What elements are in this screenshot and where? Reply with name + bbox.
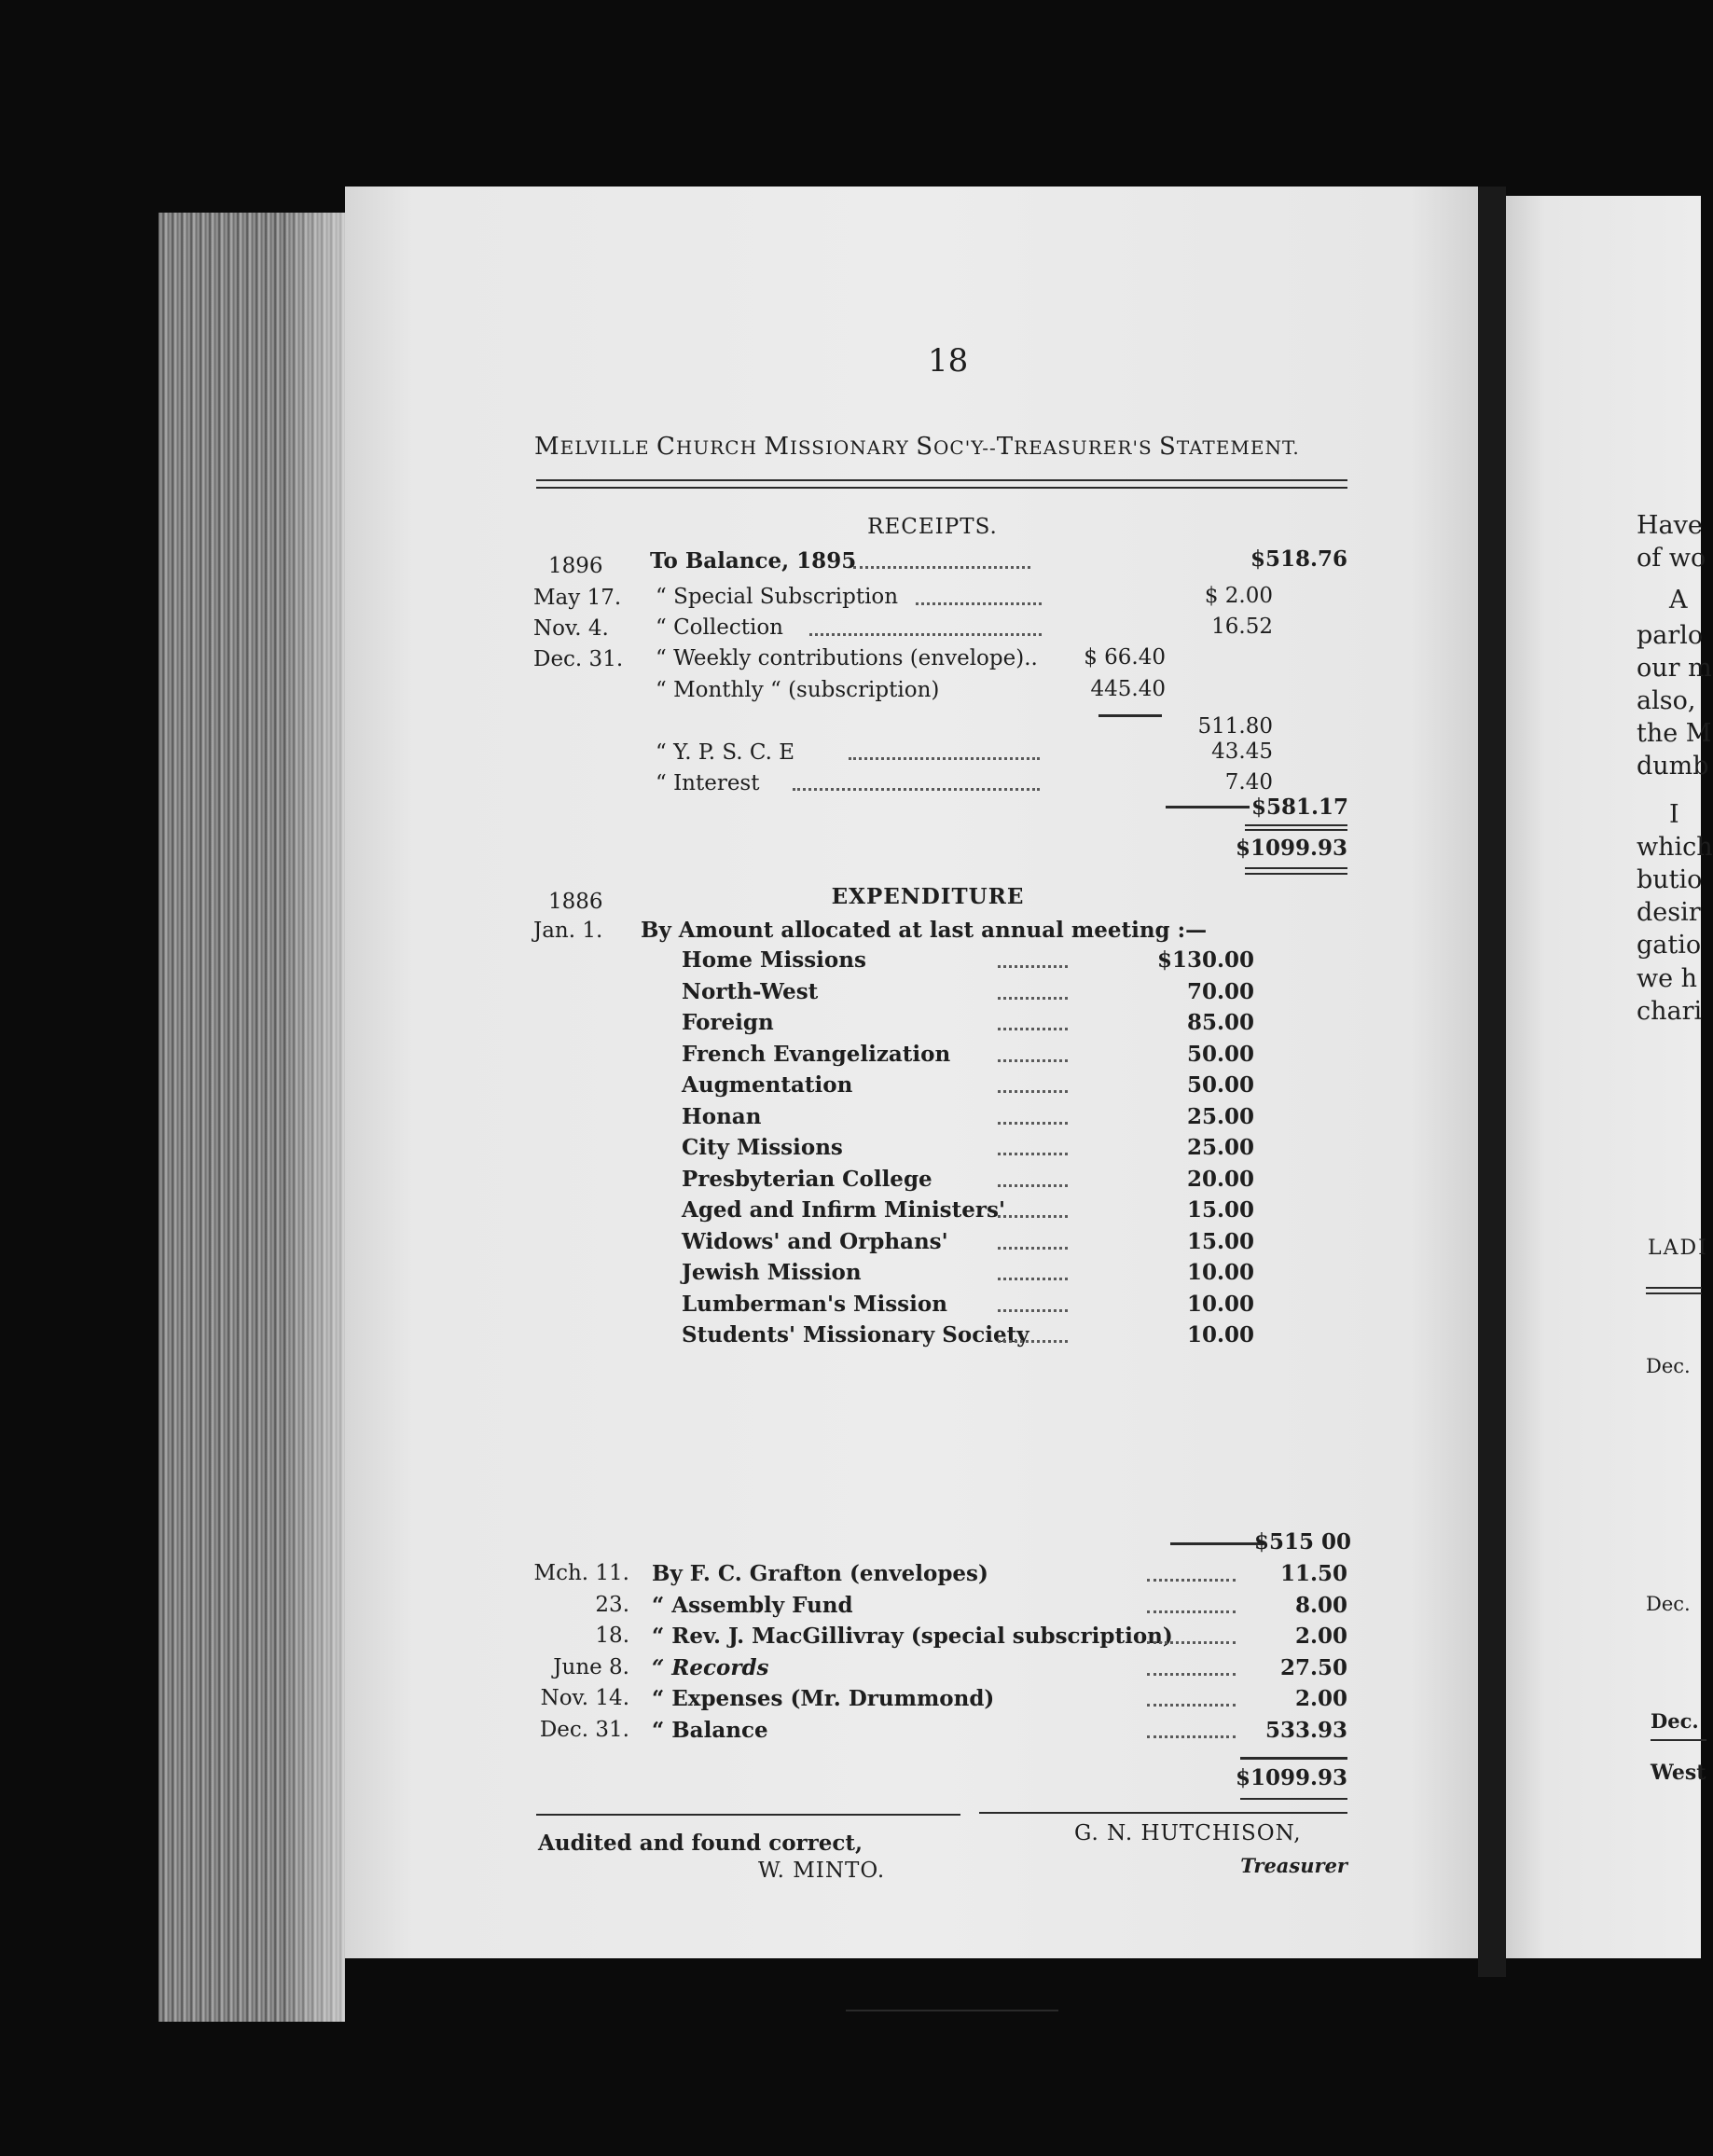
- right-page-line: we h: [1637, 964, 1698, 993]
- right-page-line: A: [1669, 586, 1688, 615]
- right-page-line: our m: [1637, 654, 1712, 683]
- allocation-amount: 85.00: [1186, 1010, 1254, 1035]
- right-page-line: also,: [1637, 686, 1696, 715]
- allocation-name: Students' Missionary Society: [682, 1322, 1029, 1348]
- right-page-date: Dec.: [1646, 1355, 1691, 1377]
- allocation-name: City Missions: [682, 1135, 843, 1160]
- allocation-amount: 25.00: [1186, 1135, 1254, 1160]
- expenditure-text: By F. C. Grafton (envelopes): [652, 1561, 988, 1586]
- right-page-line: which: [1637, 833, 1713, 862]
- audit-statement: Audited and found correct,: [538, 1831, 863, 1856]
- dot-leader: [998, 1340, 1068, 1343]
- dot-leader: [1147, 1673, 1236, 1676]
- allocations-total: $515 00: [1254, 1529, 1352, 1555]
- treasurer-title: Treasurer: [1240, 1854, 1347, 1877]
- right-page-line: the M: [1637, 719, 1712, 748]
- closing-rule: [846, 2010, 1058, 2011]
- allocation-amount: 10.00: [1186, 1291, 1254, 1317]
- book-gutter: [1478, 187, 1506, 1977]
- title-rule-top: [536, 479, 1347, 481]
- expenditure-double-rule: [1240, 1798, 1347, 1800]
- allocation-amount: 10.00: [1186, 1322, 1254, 1348]
- allocation-amount: 15.00: [1186, 1228, 1254, 1254]
- dot-leader: [998, 1247, 1068, 1250]
- dot-leader: [998, 1215, 1068, 1218]
- expenditure-amount: 8.00: [1294, 1592, 1347, 1618]
- allocation-amount: 50.00: [1186, 1041, 1254, 1067]
- right-page-line: Have: [1637, 511, 1703, 540]
- expenditure-amount: 533.93: [1264, 1717, 1347, 1743]
- expenditure-date: Mch. 11.: [533, 1561, 629, 1585]
- page-number: 18: [928, 342, 969, 380]
- right-page-line: chari: [1637, 997, 1703, 1026]
- allocation-amount: 10.00: [1186, 1260, 1254, 1285]
- allocation-name: Foreign: [682, 1010, 774, 1035]
- right-page-date: Dec.: [1651, 1709, 1699, 1733]
- allocation-name: Jewish Mission: [682, 1260, 862, 1285]
- allocation-amount: 25.00: [1186, 1103, 1254, 1129]
- dot-leader: [998, 997, 1068, 1000]
- allocation-name: Augmentation: [682, 1072, 853, 1098]
- expenditure-date: Dec. 31.: [539, 1717, 629, 1742]
- right-page-line: parlo: [1637, 621, 1704, 650]
- expenditure-text: “ Balance: [652, 1717, 768, 1743]
- subtotal-rule: [1098, 714, 1162, 717]
- allocations-total-rule: [1170, 1542, 1264, 1545]
- dot-leader: [998, 1122, 1068, 1125]
- dot-leader: [1147, 1610, 1236, 1613]
- expenditure-grand-total: $1099.93: [1236, 1765, 1348, 1790]
- title-rule-bottom: [536, 487, 1347, 489]
- allocation-amount: 15.00: [1186, 1197, 1254, 1223]
- dot-leader: [1147, 1641, 1236, 1644]
- expenditure-text: “ Assembly Fund: [652, 1592, 853, 1618]
- expenditure-amount: 27.50: [1279, 1654, 1347, 1680]
- expenditure-date: June 8.: [553, 1654, 629, 1679]
- receipts-grand-total: $1099.93: [1236, 836, 1348, 861]
- expenditure-text: “ Records: [652, 1654, 769, 1680]
- treasurer-name: G. N. HUTCHISON,: [1074, 1821, 1302, 1845]
- allocation-name: Widows' and Orphans': [682, 1228, 948, 1254]
- right-page-line: of wo: [1637, 544, 1706, 573]
- receipts-double-rule: [1245, 873, 1347, 875]
- dot-leader: [1147, 1735, 1236, 1738]
- receipts-total-rule: [1245, 824, 1347, 826]
- allocation-amount: $130.00: [1156, 947, 1254, 973]
- right-page-date: Dec.: [1646, 1593, 1691, 1615]
- right-page-last: West: [1651, 1761, 1706, 1785]
- dot-leader: [998, 965, 1068, 968]
- allocation-name: North-West: [682, 978, 819, 1004]
- right-page-line: butio: [1637, 865, 1703, 894]
- allocation-name: French Evangelization: [682, 1041, 951, 1067]
- dot-leader: [998, 1184, 1068, 1187]
- expenditure-intro-date: Jan. 1.: [533, 919, 603, 943]
- auditor-name: W. MINTO.: [758, 1859, 886, 1883]
- dot-leader: [1147, 1579, 1236, 1582]
- page-title: MELVILLE CHURCH MISSIONARY SOC'Y--TREASURER'S STATEMENT.: [534, 433, 1300, 461]
- right-page-line: desir: [1637, 898, 1701, 927]
- allocation-amount: 70.00: [1186, 978, 1254, 1004]
- expenditure-date: 18.: [595, 1624, 629, 1648]
- dot-leader: [998, 1309, 1068, 1312]
- receipt-subtotal: 511.80: [1197, 714, 1273, 739]
- expenditure-date: Nov. 14.: [540, 1686, 629, 1710]
- allocation-name: Lumberman's Mission: [682, 1291, 947, 1317]
- allocation-amount: 20.00: [1186, 1166, 1254, 1192]
- footer-rule-right: [979, 1812, 1347, 1814]
- dot-leader: [998, 1153, 1068, 1155]
- allocation-name: Aged and Infirm Ministers': [682, 1197, 1005, 1223]
- expenditure-date: 23.: [595, 1592, 629, 1617]
- footer-rule-left: [536, 1814, 960, 1816]
- expenditure-amount: 2.00: [1294, 1624, 1347, 1649]
- dot-leader: [1147, 1704, 1236, 1707]
- right-page-heading: LADI: [1648, 1237, 1708, 1260]
- book-edge: [159, 213, 345, 2022]
- dot-leader: [998, 1278, 1068, 1280]
- allocation-amount: 50.00: [1186, 1072, 1254, 1098]
- dot-leader: [998, 1059, 1068, 1062]
- expenditure-heading: EXPENDITURE: [831, 884, 1025, 909]
- right-page-line: I: [1669, 800, 1679, 829]
- right-page-line: dumb: [1637, 752, 1709, 781]
- allocation-name: Home Missions: [682, 947, 866, 973]
- allocation-name: Honan: [682, 1103, 762, 1129]
- right-page: [1506, 196, 1713, 1958]
- receipts-year: 1896: [548, 554, 603, 578]
- expenditure-amount: 11.50: [1279, 1561, 1347, 1586]
- expenditure-text: “ Rev. J. MacGillivray (special subscription): [652, 1624, 1173, 1649]
- left-page: 18 MELVILLE CHURCH MISSIONARY SOC'Y--TREASURER'S STATEMENT. RECEIPTS. 1896 To Balance, 1895 $518.76 May 17. “ Special Subscription $ 2.00 Nov. 4. “ Collection 16.52 Dec. 31. “ Weekly contributions (envelope).. $ 66.40 “ Monthly “ (subscription) 445.40 511.80 “ Y. P. S. C. E 43.45 “ Interest 7.40 $581.17 $1099.93 1886 EXPENDITURE Jan. 1. By Amount allocated at last annual meeting :— Home Missions $130.00 North-West 70.00 Foreign 85.00 French Evangelization 50.00 Augmentation 50.00 Honan 25.00 City Missions 25.00 Presbyterian College 20.00 Aged and Infirm Ministers' 15.00 Widows' and Orphans' 15.00 Jewish Mission 10.00 Lumberman's Mission 10.00 Students' Missionary Society 10.00 $515 00 Mch. 11. By F. C. Grafton (envelopes) 11.50 23. “ Assembly Fund 8.00 18. “ Rev. J. MacGillivray (special subscription) 2.00 June 8. “ Records 27.50 Nov. 14. “ Expenses (Mr. Drummond) 2.00 Dec. 31. “ Balance 533.93 $1099.93 Audited and found correct, W. MINTO. G. N. HUTCHISON, Treasurer: [345, 187, 1478, 1958]
- expenditure-amount: 2.00: [1294, 1686, 1347, 1711]
- expenditure-year: 1886: [548, 890, 603, 914]
- expenditure-total-rule: [1240, 1757, 1347, 1760]
- dot-leader: [998, 1028, 1068, 1030]
- allocation-name: Presbyterian College: [682, 1166, 932, 1192]
- right-page-line: gatio: [1637, 931, 1702, 960]
- expenditure-intro: By Amount allocated at last annual meeting :—: [641, 918, 1208, 943]
- receipts-double-rule: [1245, 867, 1347, 869]
- expenditure-text: “ Expenses (Mr. Drummond): [652, 1686, 995, 1711]
- receipts-heading: RECEIPTS.: [867, 515, 998, 539]
- dot-leader: [998, 1090, 1068, 1093]
- receipts-total-rule: [1245, 829, 1347, 831]
